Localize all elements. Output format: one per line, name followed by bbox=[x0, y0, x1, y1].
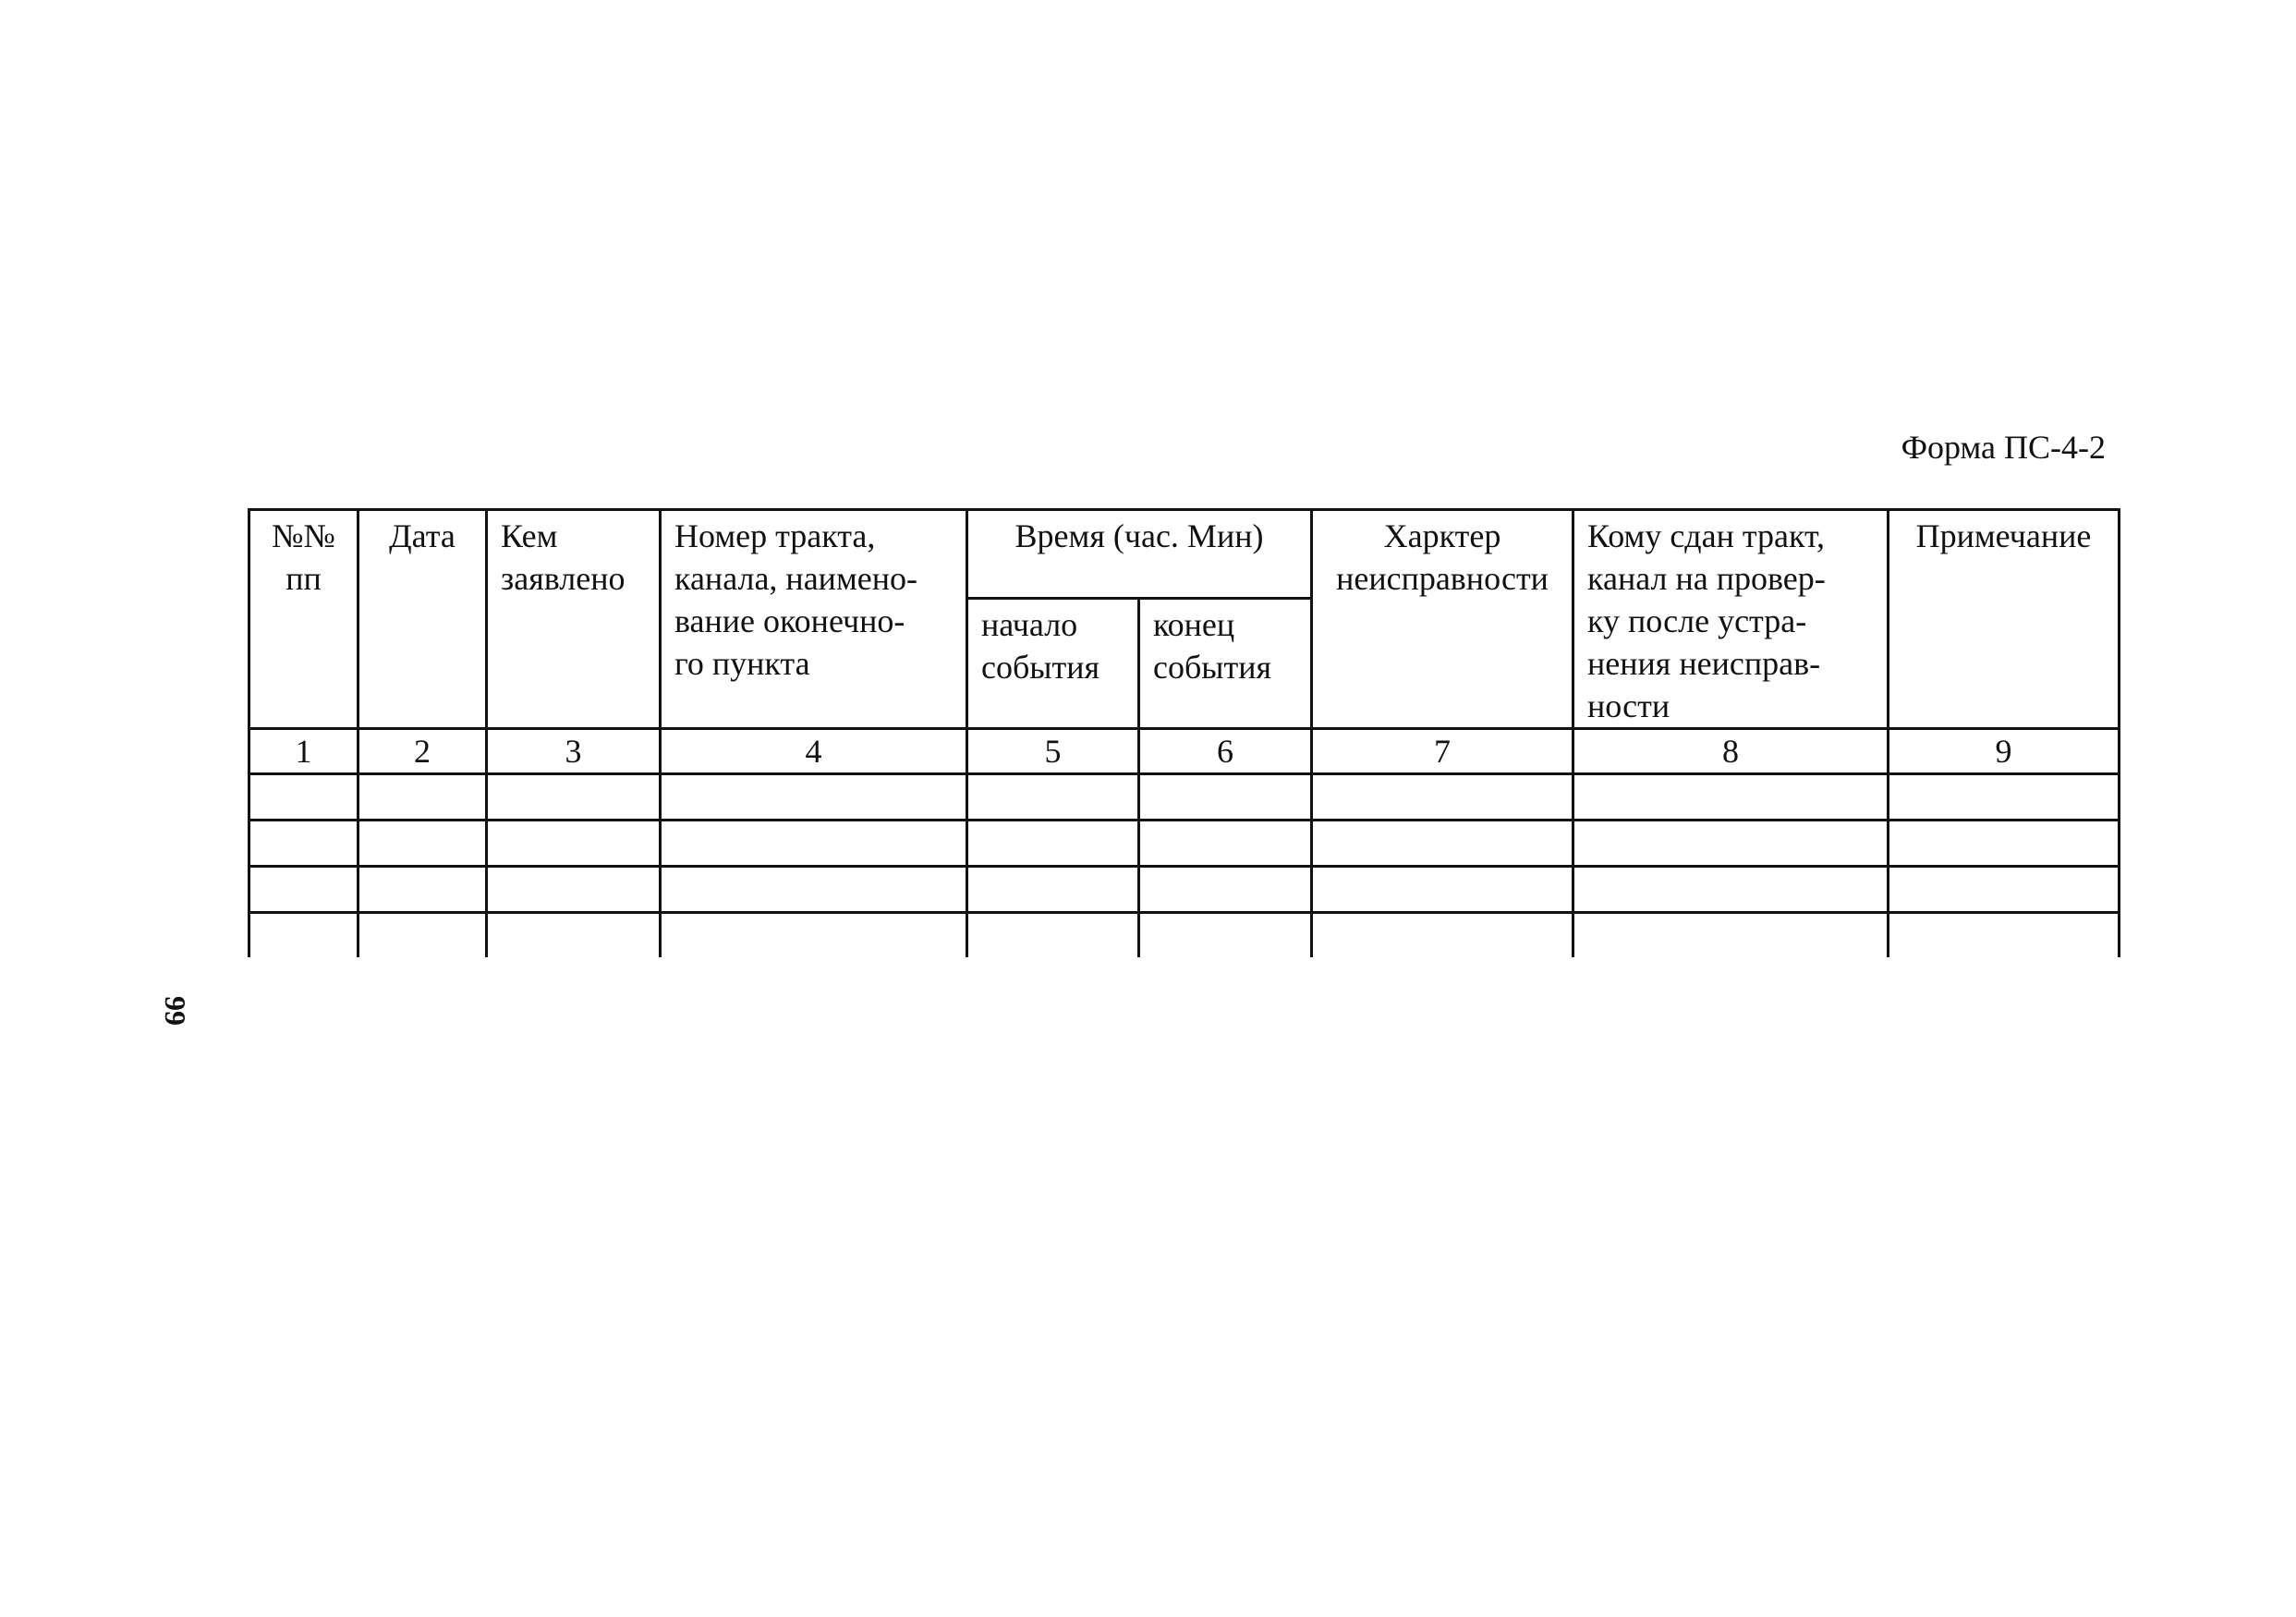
header-row-top bbox=[249, 510, 2120, 599]
table-cell bbox=[1139, 774, 1312, 821]
table-cell bbox=[1312, 774, 1573, 821]
table-row bbox=[249, 821, 2120, 867]
header-line: го пункта bbox=[674, 645, 810, 682]
header-line: конец bbox=[1153, 605, 1235, 643]
table-cell bbox=[1573, 774, 1889, 821]
page-number: 99 bbox=[159, 996, 192, 1026]
table-cell bbox=[1889, 821, 2120, 867]
header-line: Примечание bbox=[1915, 517, 2092, 554]
header-line: №№ bbox=[272, 517, 335, 554]
table-cell bbox=[249, 913, 358, 958]
table-row bbox=[249, 867, 2120, 913]
table-cell bbox=[487, 867, 661, 913]
table-row bbox=[249, 774, 2120, 821]
column-number: 6 bbox=[1139, 729, 1312, 774]
table-cell bbox=[661, 821, 967, 867]
table-cell bbox=[358, 774, 487, 821]
table-cell bbox=[661, 774, 967, 821]
column-number: 2 bbox=[358, 729, 487, 774]
header-line: Харктер bbox=[1383, 517, 1501, 554]
header-line: нения неисправ- bbox=[1587, 645, 1821, 682]
table-cell bbox=[487, 821, 661, 867]
column-number: 9 bbox=[1889, 729, 2120, 774]
column-number: 1 bbox=[249, 729, 358, 774]
header-line: события bbox=[981, 648, 1100, 686]
header-line: Кому сдан тракт, bbox=[1587, 517, 1826, 554]
table-cell bbox=[1312, 821, 1573, 867]
header-line: Дата bbox=[389, 517, 456, 554]
header-cell-fault bbox=[1312, 510, 1573, 729]
table-cell bbox=[249, 821, 358, 867]
header-cell-time-end bbox=[1139, 598, 1312, 728]
table-cell bbox=[967, 774, 1139, 821]
column-number: 5 bbox=[967, 729, 1139, 774]
header-cell-time-start bbox=[967, 598, 1139, 728]
header-line: пп bbox=[285, 560, 322, 597]
table-cell bbox=[487, 913, 661, 958]
table-cell bbox=[1889, 913, 2120, 958]
header-line: события bbox=[1153, 648, 1272, 686]
column-number: 7 bbox=[1312, 729, 1573, 774]
header-cell-note bbox=[1889, 510, 2120, 729]
header-cell-path bbox=[661, 510, 967, 729]
form-label: Форма ПС-4-2 bbox=[1901, 429, 2106, 466]
header-line: канала, наимено- bbox=[674, 560, 917, 597]
header-line: канал на провер- bbox=[1587, 560, 1826, 597]
table-cell bbox=[1139, 913, 1312, 958]
table-cell bbox=[661, 867, 967, 913]
table-cell bbox=[967, 867, 1139, 913]
table-cell bbox=[1889, 774, 2120, 821]
table-cell bbox=[358, 913, 487, 958]
header-cell-date bbox=[358, 510, 487, 729]
header-line: неисправности bbox=[1336, 560, 1549, 597]
header-cell-declared-by bbox=[487, 510, 661, 729]
column-number: 8 bbox=[1573, 729, 1889, 774]
table-cell bbox=[1573, 913, 1889, 958]
table-cell bbox=[1573, 821, 1889, 867]
header-line: Время (час. Мин) bbox=[1014, 517, 1264, 554]
table-row bbox=[249, 913, 2120, 958]
header-cell-handed-to bbox=[1573, 510, 1889, 729]
table-cell bbox=[249, 774, 358, 821]
column-number: 3 bbox=[487, 729, 661, 774]
table-cell bbox=[487, 774, 661, 821]
table-cell bbox=[249, 867, 358, 913]
header-line: Номер тракта, bbox=[674, 517, 876, 554]
table-cell bbox=[967, 913, 1139, 958]
header-line: вание оконечно- bbox=[674, 602, 905, 639]
header-line: заявлено bbox=[501, 560, 626, 597]
table-cell bbox=[358, 821, 487, 867]
header-cell-num bbox=[249, 510, 358, 729]
table-cell bbox=[967, 821, 1139, 867]
header-line: ности bbox=[1587, 687, 1670, 724]
table-cell bbox=[1312, 913, 1573, 958]
header-line: Кем bbox=[501, 517, 558, 554]
table-cell bbox=[1573, 867, 1889, 913]
table-cell bbox=[358, 867, 487, 913]
column-number-row bbox=[249, 729, 2120, 774]
header-line: начало bbox=[981, 605, 1078, 643]
table-cell bbox=[1139, 821, 1312, 867]
column-number: 4 bbox=[661, 729, 967, 774]
header-line: ку после устра- bbox=[1587, 602, 1807, 639]
fault-register-table bbox=[248, 508, 2120, 957]
table-cell bbox=[1312, 867, 1573, 913]
table-cell bbox=[1139, 867, 1312, 913]
table-cell bbox=[661, 913, 967, 958]
table-cell bbox=[1889, 867, 2120, 913]
header-cell-time bbox=[967, 510, 1312, 599]
